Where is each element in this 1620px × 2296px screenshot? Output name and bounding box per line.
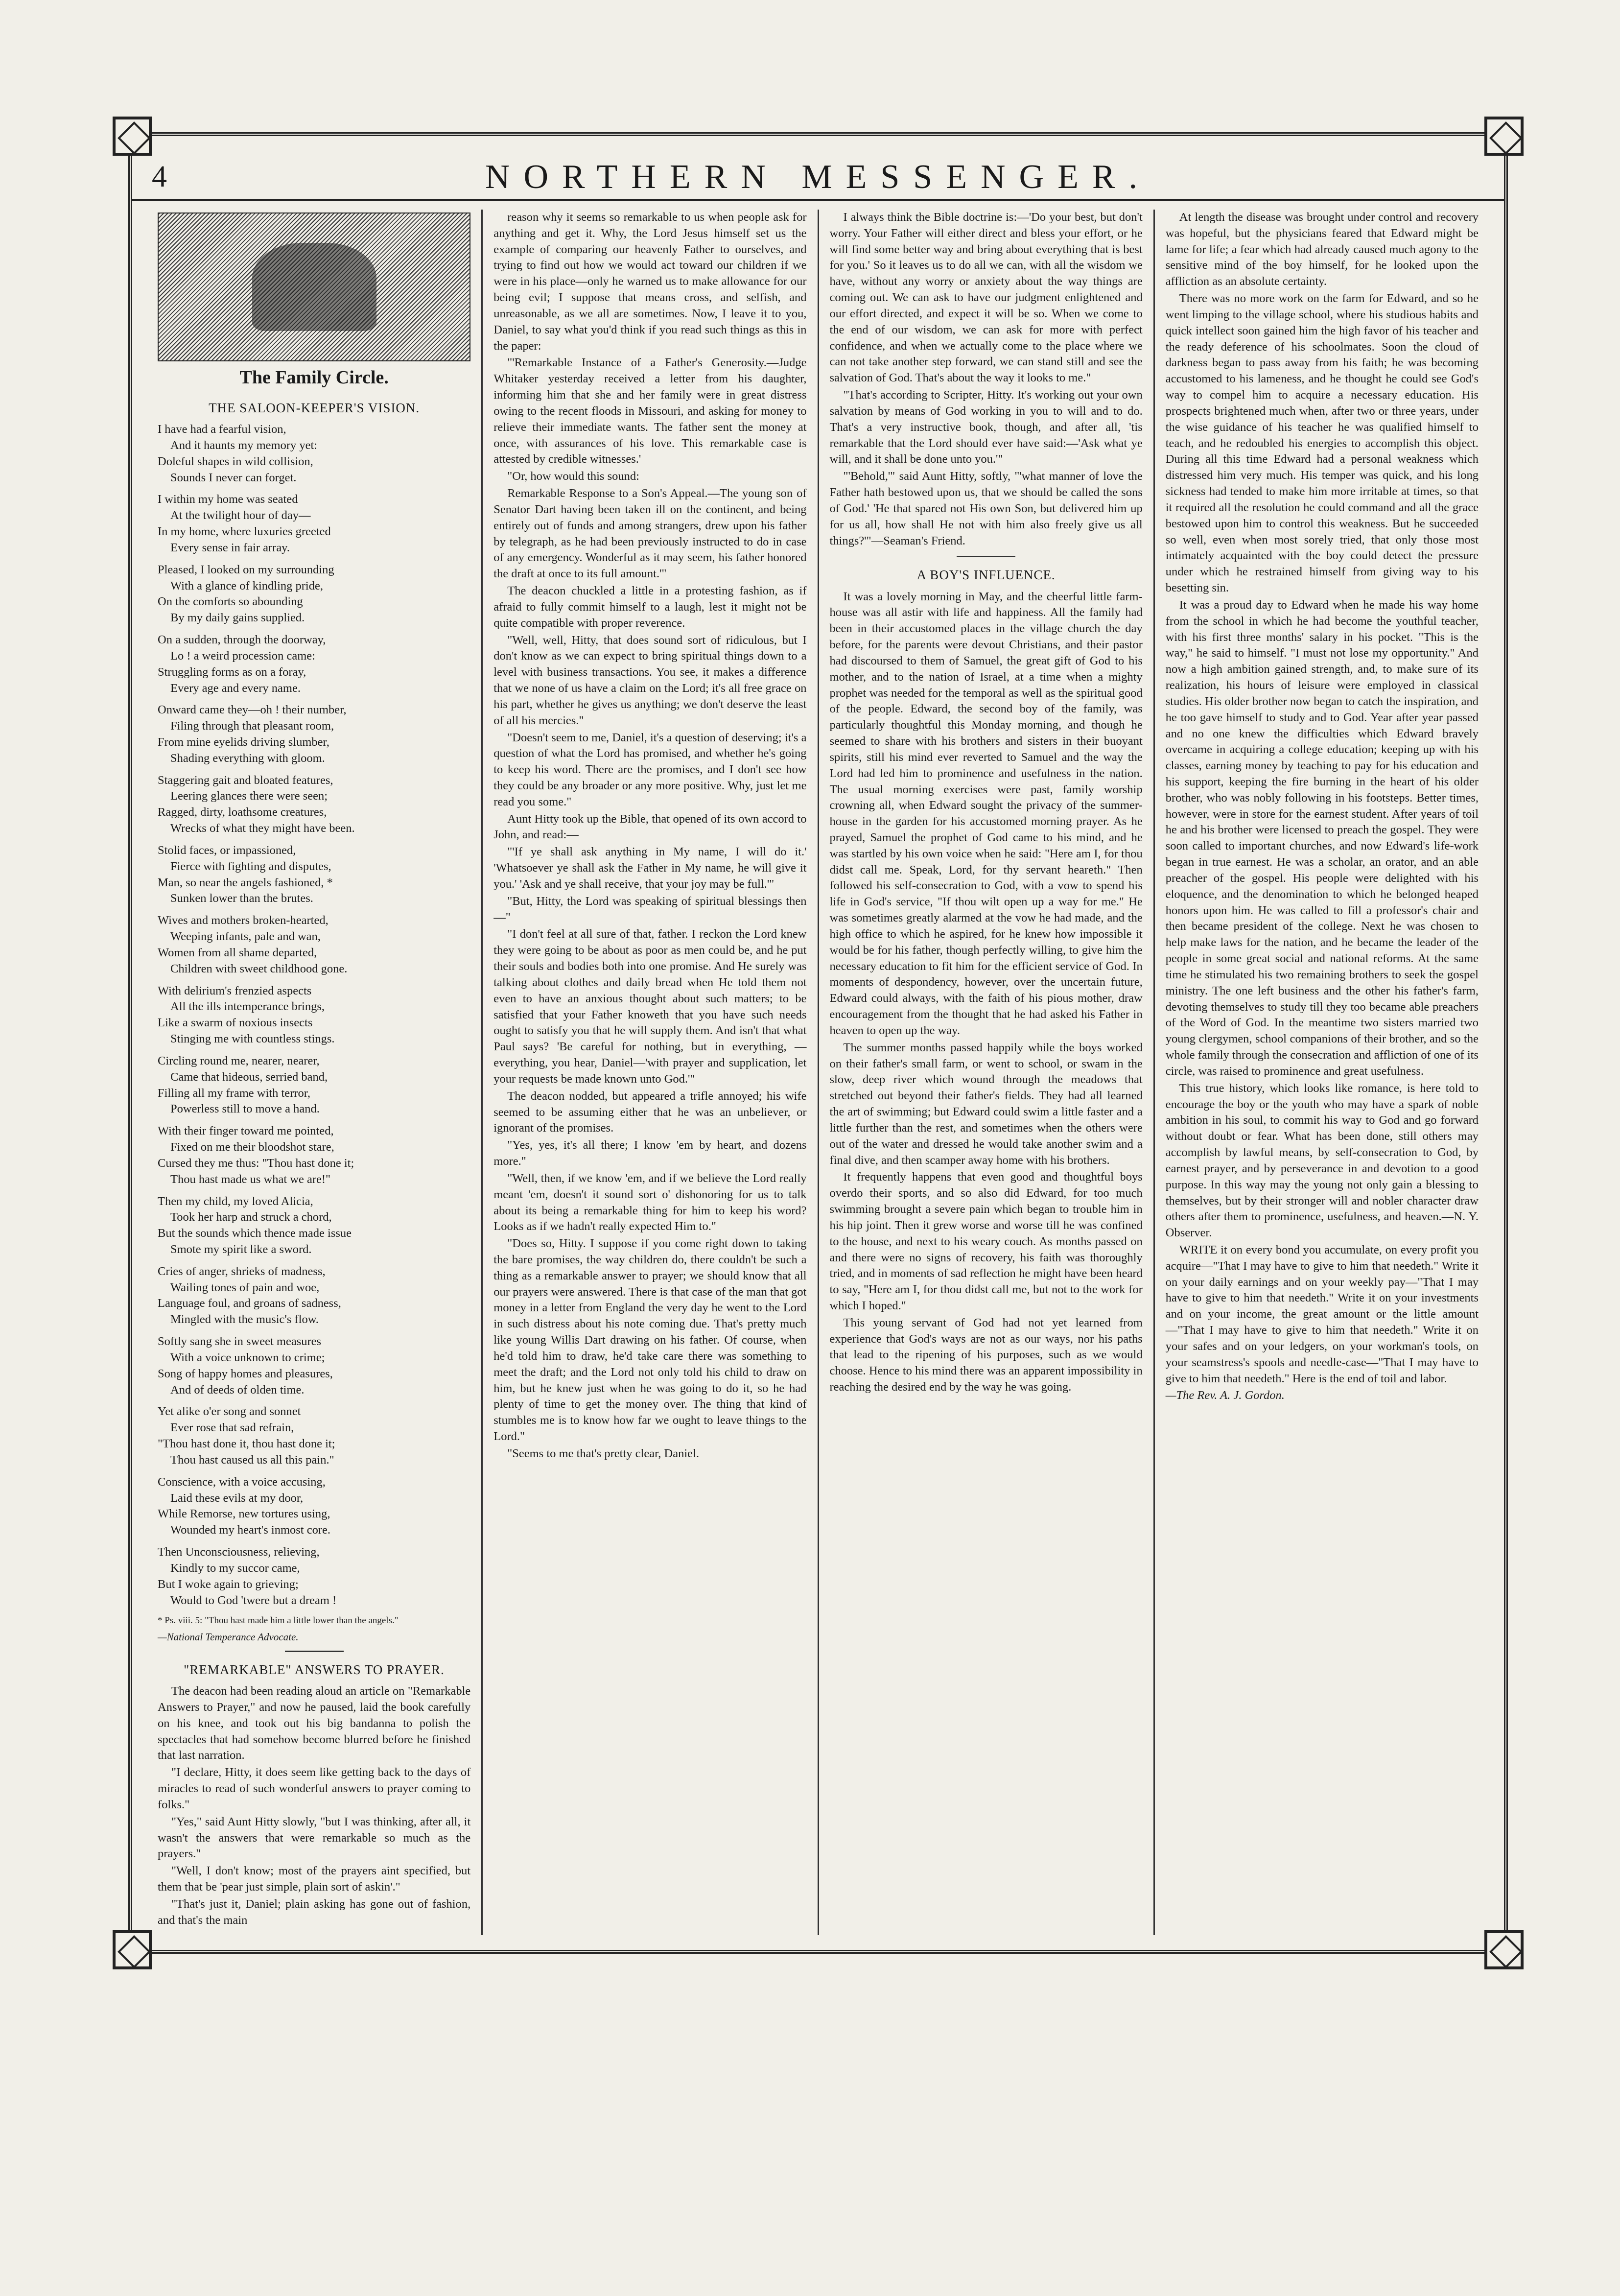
poem-line: Wives and mothers broken-hearted, — [158, 914, 329, 927]
poem-stanza — [158, 422, 470, 486]
poem-line: Would to God 'twere but a dream ! — [170, 1593, 337, 1607]
poem-line: Sunken lower than the brutes. — [170, 892, 313, 905]
poem-stanza — [158, 1544, 470, 1609]
newspaper-title: NORTHERN MESSENGER. — [485, 158, 1151, 196]
paragraph: The summer months passed happily while the boys worked on their father's small farm, or went to school, or swam in the slow, deep river which wound through the meadows that stretched out beyond their father's fields. They had all learned the art of swimming; but Edward could swim a little faster and a little further than the rest, and sometimes when the others were out of the water and dressed he would take another swim and a final dive, and then scamper away home with his brothers. — [829, 1041, 1143, 1167]
paragraph: reason why it seems so remarkable to us when people ask for anything and get it. Why, the Lord Jesus himself set us the example of comparing our heavenly Father to ourselves, and trying to find out how we would act toward our children if we were in his place—only he warned us to make allowance for our being evil; I suppose that means cross, and selfish, and unreasonable, as we all are sometimes. Now, I leave it to you, Daniel, to say what you'd think if you read such things as this in the paper: — [493, 211, 807, 353]
paragraph: This true history, which looks like romance, is here told to encourage the boy or the youth who may have a spark of noble ambition in his soul, to commit his way to God and go forward without doubt or fear. What has been done, still others may accomplish by lawful means, by self-consecration to God, by earnest prayer, and by perseverance in and devotion to a good purpose. In this way may the young not only gain a blessing to themselves, but by their stronger will and nobler character draw others after them to prominence, usefulness, and heaven.—N. Y. Observer. — [1165, 1081, 1479, 1240]
article-body — [158, 1683, 470, 1928]
paragraph: At length the disease was brought under control and recovery was hopeful, but the physicians feared that Edward might be lame for life; a fear which had already caused much agony to the sensitive mind of the boy himself, for he looked upon the affliction as an absolute certainty. — [1165, 211, 1479, 288]
column-3 — [819, 210, 1155, 1935]
poem-line: But the sounds which thence made issue — [158, 1227, 352, 1240]
article-title: A BOY'S INFLUENCE. — [916, 568, 1056, 583]
poem-line: Staggering gait and bloated features, — [158, 773, 333, 787]
poem-line: On the comforts so abounding — [158, 595, 303, 609]
paragraph: This young servant of God had not yet learned from experience that God's ways are not as our ways, nor his paths that lead to the ripening of his purposes, such as we would choose. Hence to his mind there was an apparent impossibility in reaching the desired end by the way he was going. — [829, 1316, 1143, 1394]
poem-line: Laid these evils at my door, — [170, 1491, 304, 1505]
poem-stanza — [158, 913, 470, 977]
poem-line: Cursed they me thus: "Thou hast done it; — [158, 1156, 354, 1170]
poem-line: Sounds I never can forget. — [170, 471, 297, 484]
poem-stanza — [158, 1264, 470, 1328]
article-body — [1166, 210, 1479, 1387]
paragraph: "Doesn't seem to me, Daniel, it's a question of deserving; it's a question of what the Lord has promised, and whether he's going to keep his word. There are the promises, and I don't see how they could be any broader or any more positive. Why, just let me read you some." — [493, 731, 807, 808]
poem-stanza — [158, 492, 470, 556]
paragraph: The deacon nodded, but appeared a trifle annoyed; his wife seemed to be assuming either that he was an unbeliever, or ignorant of the promises. — [493, 1089, 807, 1135]
poem-stanza — [158, 843, 470, 907]
poem-line: With delirium's frenzied aspects — [158, 984, 312, 997]
paragraph: WRITE it on every bond you accumulate, on every profit you acquire—"That I may have to give to him that needeth." Write it on your daily earnings and on your weekly pay—"That I may have to give to him that needeth." Write it on your investments and on your income, the great amount or the little amount—"That I may have to give to him that needeth." Write it on your safes and on your ledgers, on your workman's tools, on your seamstress's spools and needle-case—"That I may have to give to him that needeth." Here is the end of toil and labor. — [1165, 1243, 1479, 1385]
poem-line: From mine eyelids driving slumber, — [158, 735, 329, 749]
poem-line: Like a swarm of noxious insects — [158, 1016, 313, 1030]
poem-line: Onward came they—oh ! their number, — [158, 703, 347, 717]
poem-line: I have had a fearful vision, — [158, 423, 286, 436]
paragraph: Aunt Hitty took up the Bible, that opened of its own accord to John, and read:— — [493, 812, 807, 842]
poem-line: Pleased, I looked on my surrounding — [158, 563, 334, 576]
poem-stanza — [158, 562, 470, 626]
poem-line: While Remorse, new tortures using, — [158, 1507, 330, 1521]
poem-line: Kindly to my succor came, — [170, 1561, 300, 1575]
poem-line: Lo ! a weird procession came: — [170, 649, 315, 663]
poem-line: Softly sang she in sweet measures — [158, 1335, 322, 1349]
poem-line: Struggling forms as on a foray, — [158, 665, 306, 679]
masthead — [132, 155, 1504, 201]
poem-line: Man, so near the angels fashioned, * — [158, 876, 333, 889]
poem-line: Weeping infants, pale and wan, — [170, 930, 321, 944]
paragraph: "But, Hitty, the Lord was speaking of spiritual blessings then—" — [493, 894, 807, 924]
article-title: "REMARKABLE" ANSWERS TO PRAYER. — [184, 1662, 445, 1677]
poem-line: All the ills intemperance brings, — [170, 1000, 325, 1014]
page-border — [128, 132, 1508, 1954]
corner-ornament — [1484, 117, 1524, 156]
poem-line: With a glance of kindling pride, — [170, 579, 323, 592]
paragraph: There was no more work on the farm for Edward, and so he went limping to the village school, where his studious habits and quick intellect soon gained him the high favor of his teacher and the ready deference of his schoolmates. Soon the cloud of darkness began to pass away from his faith; he was becoming accustomed to his lameness, and he thought he could see God's way to compel him to acquire a necessary education. His prospects brightened much when, after two or three years, under the wise guidance of his teacher he was qualified himself to teach, and he redoubled his energies to accomplish this object. During all this time Edward had a personal weakness which distressed him very much. His temper was quick, and his long sickness had tended to make him more irritable at times, so that it required all the resolution he could command and all the grace bestowed upon him to control this weakness. But he succeeded so well, even when most sorely tried, that only those most intimately acquainted with the boy could detect the pressure under which he restrained himself from giving way to his besetting sin. — [1165, 292, 1479, 595]
poem-title: THE SALOON-KEEPER'S VISION. — [209, 400, 420, 415]
paragraph: It frequently happens that even good and thoughtful boys overdo their sports, and so also did Edward, for too much swimming brought a severe pain which began to trouble him in his hip joint. Then it grew worse and worse till he was confined to the house, and next to his weary couch. As months passed on and there were no signs of recovery, his faith was thoroughly tried, and in moments of sad reflection he might have been heard to say, "Here am I, for thou didst call me, but not to the work for which I hoped." — [829, 1170, 1143, 1312]
poem-stanza — [158, 702, 470, 766]
poem — [158, 422, 470, 1609]
poem-line: Doleful shapes in wild collision, — [158, 454, 313, 468]
poem-line: Children with sweet childhood gone. — [170, 962, 348, 975]
corner-ornament — [113, 117, 152, 156]
poem-line: Conscience, with a voice accusing, — [158, 1475, 326, 1489]
poem-stanza — [158, 773, 470, 837]
poem-line: Wailing tones of pain and woe, — [170, 1280, 320, 1294]
poem-line: "Thou hast done it, thou hast done it; — [158, 1437, 335, 1451]
poem-line: Cries of anger, shrieks of madness, — [158, 1264, 326, 1278]
poem-line: Fierce with fighting and disputes, — [170, 859, 331, 873]
paragraph: "Yes, yes, it's all there; I know 'em by heart, and dozens more." — [493, 1138, 807, 1168]
poem-line: Then Unconsciousness, relieving, — [158, 1545, 320, 1559]
paragraph: "Well, well, Hitty, that does sound sort of ridiculous, but I don't know as we can expect to bring spiritual things down to a level with business transactions. You see, it makes a difference that we none of us have a claim on the Lord; it's all free grace on his part, whether he gives us anything; we don't deserve the least of all his mercies." — [493, 633, 807, 727]
poem-line: With a voice unknown to crime; — [170, 1350, 325, 1364]
poem-line: Thou hast caused us all this pain." — [170, 1453, 334, 1467]
family-circle-illustration — [158, 213, 470, 361]
poem-line: And it haunts my memory yet: — [170, 438, 318, 452]
poem-line: In my home, where luxuries greeted — [158, 525, 331, 539]
poem-stanza — [158, 1474, 470, 1539]
paragraph: "I don't feel at all sure of that, father. I reckon the Lord knew they were going to be about as poor as men could be, and he put their souls and bodies both into one promise. And He surely was talking about clothes and daily bread when He told them not even to have an anxious thought about such matters; to be satisfied that your Father knoweth that you have such needs ought to satisfy you that he will supply them. And isn't that what Paul says? 'Be careful for nothing, but in everything, —everything, you hear, Daniel—'with prayer and supplication, let your requests be made known unto God.'" — [493, 927, 807, 1086]
poem-line: Powerless still to move a hand. — [170, 1102, 320, 1116]
poem-line: Stolid faces, or impassioned, — [158, 843, 296, 857]
paragraph: Remarkable Response to a Son's Appeal.—The young son of Senator Dart having been taken ill on the continent, and being entirely out of funds and among strangers, drew upon his father by telegraph, as he had been previously instructed to do in case of any emergency. Wonderful as it may seem, his father honored the draft at once to its full amount.'" — [493, 487, 807, 581]
paragraph: "That's just it, Daniel; plain asking has gone out of fashion, and that's the main — [158, 1897, 471, 1927]
poem-line: Filling all my frame with terror, — [158, 1086, 311, 1100]
poem-line: Shading everything with gloom. — [170, 751, 325, 765]
paragraph: "Well, then, if we know 'em, and if we believe the Lord really meant 'em, doesn't it sound sort o' dishonoring for us to talk about its being a remarkable thing for him to keep his word? Looks as if we hadn't really expected Him to." — [493, 1171, 807, 1233]
poem-line: Then my child, my loved Alicia, — [158, 1194, 313, 1208]
poem-line: Circling round me, nearer, nearer, — [158, 1054, 320, 1067]
poem-line: Women from all shame departed, — [158, 946, 317, 959]
paragraph: "I declare, Hitty, it does seem like getting back to the days of miracles to read of such wonderful answers to prayer coming to folks." — [158, 1766, 471, 1811]
article-body — [493, 210, 806, 1462]
section-heading: The Family Circle. — [239, 367, 389, 388]
poem-line: Ragged, dirty, loathsome creatures, — [158, 805, 327, 819]
poem-stanza — [158, 1194, 470, 1258]
paragraph: "'Behold,'" said Aunt Hitty, softly, "'what manner of love the Father hath bestowed upon us, that we should be called the sons of God.' 'He that spared not His own Son, but delivered him up for us all, how shall He not with him also freely give us all things?'"—Seaman's Friend. — [829, 470, 1143, 547]
poem-line: Thou hast made us what we are!" — [170, 1172, 331, 1186]
paragraph: "Well, I don't know; most of the prayers aint specified, but them that be 'pear just simple, plain sort of askin'." — [158, 1864, 471, 1894]
poem-line: Every sense in fair array. — [170, 541, 290, 554]
poem-stanza — [158, 1334, 470, 1398]
paragraph: "Seems to me that's pretty clear, Daniel. — [507, 1446, 699, 1460]
divider — [957, 556, 1015, 557]
poem-line: Smote my spirit like a sword. — [170, 1243, 312, 1256]
poem-line: Came that hideous, serried band, — [170, 1070, 328, 1084]
poem-line: Wounded my heart's inmost core. — [170, 1523, 330, 1537]
poem-line: Yet alike o'er song and sonnet — [158, 1405, 301, 1419]
poem-stanza — [158, 632, 470, 696]
paragraph: "Or, how would this sound: — [507, 470, 639, 483]
divider — [285, 1651, 344, 1652]
poem-stanza — [158, 983, 470, 1047]
paragraph: "'If ye shall ask anything in My name, I will do it.' 'Whatsoever ye shall ask the Father in My name, he will give it you.' 'Ask and ye shall receive, that your joy may be full.'" — [493, 845, 807, 891]
signature: —The Rev. A. J. Gordon. — [1165, 1389, 1285, 1402]
poem-stanza — [158, 1404, 470, 1468]
poem-line: Took her harp and struck a chord, — [170, 1210, 332, 1224]
column-4 — [1155, 210, 1489, 1935]
poem-line: But I woke again to grieving; — [158, 1577, 299, 1591]
poem-line: By my daily gains supplied. — [170, 611, 305, 625]
paragraph: "Does so, Hitty. I suppose if you come right down to taking the bare promises, the way children do, there couldn't be such a thing as a remarkable answer to prayer; we should know that all our prayers were answered. There is that case of the man that got money in a letter from England the very day he went to the Lord in such distress about his note coming due. That's pretty much like young Willis Dart drawing on his father. Of course, when he'd told him to draw, he'd take care there was something to meet the draft; and the Lord not only told his child to draw on him, but he knew just when he was going to do it, so he had plenty of time to get the money over. The thing that kind of stumbles me is to know how far we ought to leave things to the Lord." — [493, 1237, 807, 1444]
column-2 — [483, 210, 819, 1935]
poem-line: Ever rose that sad refrain, — [170, 1421, 294, 1435]
paragraph: The deacon chuckled a little in a protesting fashion, as if afraid to fully commit himself to a laugh, lest it might not be quite compatible with proper reverence. — [493, 584, 807, 630]
paragraph: The deacon had been reading aloud an article on "Remarkable Answers to Prayer," and now he paused, laid the book carefully on his knee, and took out his big bandanna to polish the spectacles that had somehow become blurred before he finished that last narration. — [158, 1684, 471, 1762]
paragraph: It was a lovely morning in May, and the cheerful little farm-house was all astir with life and happiness. All the family had been in their accustomed places in the village church the day before, for the parents were devout Christians, and their pastor had discoursed to them of Samuel, the great gift of God to his mother, and to the nation of Israel, at a time when a mighty prophet was needed for the temporal as well as the spiritual good of the people. Edward, the second boy of the family, was particularly thoughtful this Monday morning, and though he seemed to share with his brothers and sisters in their buoyant spirits, still his mind ever reverted to Samuel and the way the Lord had led him to prominence and usefulness in the nation. The usual morning exercises were past, family worship crowning all, when Edward sought the privacy of the summer-house in the garden for his accustomed morning prayer. As he prayed, Samuel the prophet of God came to his mind, and he was startled by his own voice when he said: "Here am I, for thou didst call me. Speak, Lord, for thy servant heareth." Then followed his self-consecration to God, with a vow to spend his life in God's service, "If thou wilt open up a way for me." He was sometimes greatly alarmed at the vow he had made, and the high office to which he aspired, for he knew how impossible it would be for his father, though perfectly willing, to give him the necessary education to fit him for the efficient service of God. In moments of despondency, however, over the uncertain future, Edward could always, with the faith of his pious mother, draw encouragement from the thought that he had asked his Father in heaven to open up the way. — [829, 590, 1143, 1037]
paragraph: "'Remarkable Instance of a Father's Generosity.—Judge Whitaker yesterday received a letter from his daughter, informing him that she and her family were in great distress owing to the recent floods in Missouri, and asking for money to relieve their immediate wants. The father sent the money at once, with assurances of his love. This remarkable case is attested by credible witnesses.' — [493, 356, 807, 466]
column-1 — [147, 210, 483, 1935]
poem-line: Fixed on me their bloodshot stare, — [170, 1140, 334, 1154]
poem-line: Filing through that pleasant room, — [170, 719, 334, 733]
poem-line: Every age and every name. — [170, 681, 301, 695]
poem-line: On a sudden, through the doorway, — [158, 633, 326, 647]
poem-line: Wrecks of what they might have been. — [170, 822, 355, 835]
poem-line: Stinging me with countless stings. — [170, 1032, 335, 1046]
poem-stanza — [158, 1053, 470, 1117]
poem-line: Song of happy homes and pleasures, — [158, 1367, 333, 1380]
poem-line: With their finger toward me pointed, — [158, 1124, 334, 1138]
article-body — [830, 589, 1143, 1396]
article-body — [830, 210, 1143, 549]
corner-ornament — [113, 1930, 152, 1969]
poem-line: Leering glances there were seen; — [170, 789, 328, 803]
poem-source: —National Temperance Advocate. — [158, 1631, 299, 1643]
poem-line: Language foul, and groans of sadness, — [158, 1297, 341, 1310]
poem-line: Mingled with the music's flow. — [170, 1313, 319, 1326]
paragraph: "Yes," said Aunt Hitty slowly, "but I was thinking, after all, it wasn't the answers that were remarkable so much as the prayers." — [158, 1815, 471, 1861]
poem-line: I within my home was seated — [158, 493, 298, 506]
corner-ornament — [1484, 1930, 1524, 1969]
columns — [147, 210, 1489, 1935]
footnote: * Ps. viii. 5: "Thou hast made him a little lower than the angels." — [158, 1615, 399, 1626]
paragraph: I always think the Bible doctrine is:—'Do your best, but don't worry. Your Father will either direct and bless your effort, or he will find some better way and bring about everything that is best for you.' So it leaves us to do all we can, with all the wisdom we have, without any worry or anxiety about the way things are coming out. We can ask to have our judgment enlightened and our effort directed, and expect it will be so. When we come to the end of our wisdom, we can ask for more with perfect confidence, and when we actually come to the place where we can not take another step forward, we can stand still and see the salvation of God. That's about the way it looks to me." — [829, 211, 1143, 385]
page-number: 4 — [152, 160, 167, 193]
poem-stanza — [158, 1123, 470, 1187]
paragraph: "That's according to Scripter, Hitty. It's working out your own salvation by means of God working in you to will and to do. That's a very instructive book, though, and after all, 'tis remarkable that the Lord should ever have said:—'Ask what ye will, and it shall be done unto you.'" — [829, 388, 1143, 466]
paragraph: It was a proud day to Edward when he made his way home from the school in which he had become the youthful teacher, with his first three months' salary in his pocket. "This is the way," he said to himself. "I must not lose my opportunity." And now a high ambition gained strength, and, to make sure of its realization, his hours of leisure were employed in classical studies. His older brother now began to catch the inspiration, and he too gave himself to study and to God. Year after year passed and no one knew the difficulties which Edward bravely overcame in acquiring a college education; keeping up with his classes, earning money by teaching to pay for his education and his support, keeping the fire burning in the heart of his older brother, who was nobly following in his footsteps. Better times, however, were in store for the earnest student. After years of toil he and his brother were licensed to preach the gospel. They were soon called to important churches, and now Edward's life-work began in true earnest. He was a scholar, an orator, and an able preacher of the gospel. His people were delighted with his eloquence, and the denomination to which he belonged heaped honors upon him. He was called to fill a professor's chair and then became president of the college. Next he was chosen to help make laws for the nation, and he became the leader of the people in some great social and national reforms. At the same time he stimulated his two remaining brothers to seek the gospel ministry. The one left business and the other his father's farm, devoting themselves to study till they too became able preachers of the Word of God. In the meantime two sisters married two young clergymen, school companions of their brother, and so the whole family through the consecration and affliction of one of its circle, was raised to prominence and great usefulness. — [1165, 598, 1479, 1078]
poem-line: At the twilight hour of day— — [170, 509, 311, 522]
poem-line: And of deeds of olden time. — [170, 1383, 305, 1397]
